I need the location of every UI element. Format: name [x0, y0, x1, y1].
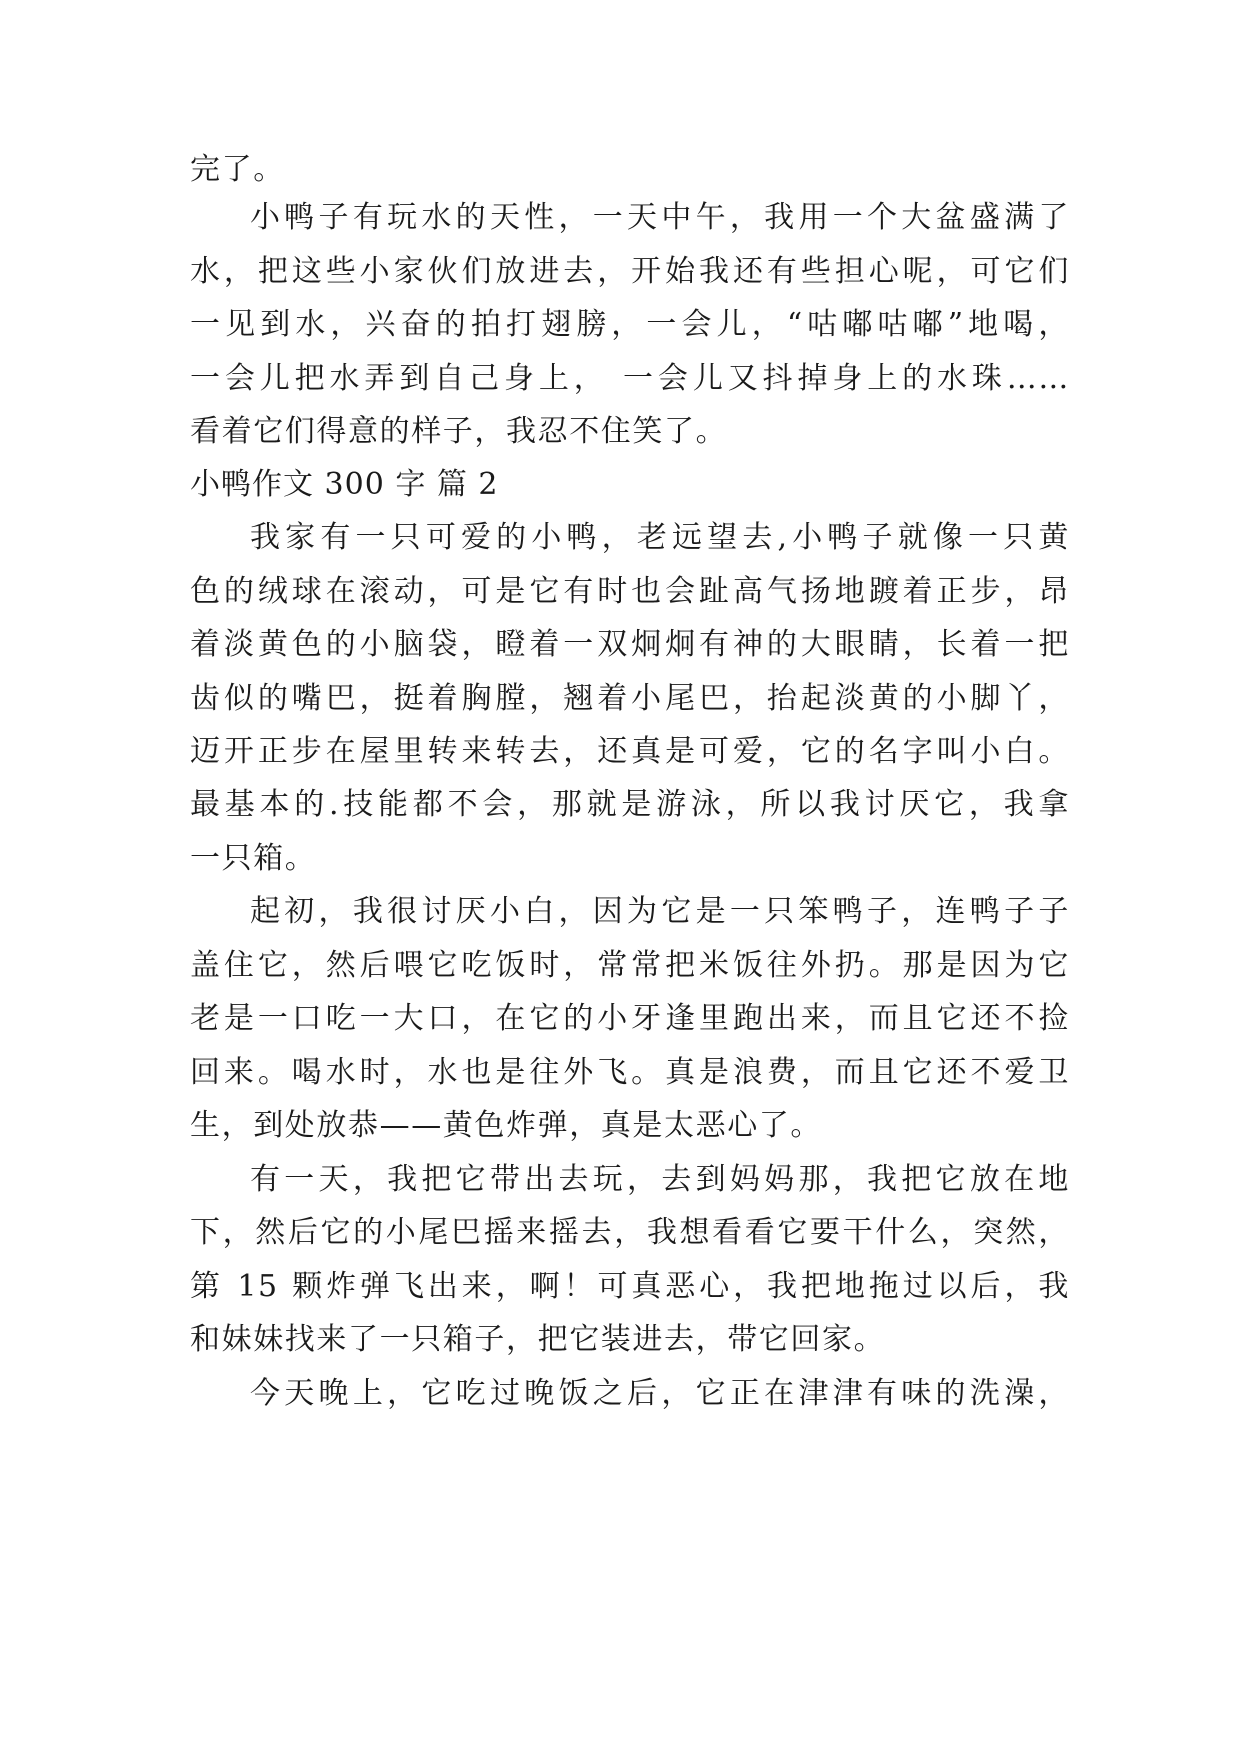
section-heading: 小鸭作文 300 字 篇 2 — [190, 467, 499, 502]
text-line: 第 15 颗炸弹飞出来，啊！可真恶心，我把地拖过以后，我 — [190, 1269, 1070, 1304]
text-line: 迈开正步在屋里转来转去，还真是可爱，它的名字叫小白。 — [190, 734, 1070, 769]
text-line: 小鸭子有玩水的天性，一天中午，我用一个大盆盛满了 — [250, 200, 1070, 235]
text-line: 齿似的嘴巴，挺着胸膛，翘着小尾巴，抬起淡黄的小脚丫， — [190, 681, 1070, 716]
text-line: 生，到处放恭——黄色炸弹，真是太恶心了。 — [190, 1108, 822, 1143]
text-line: 看着它们得意的样子，我忍不住笑了。 — [190, 414, 728, 449]
text-line: 一会儿把水弄到自己身上， 一会儿又抖掉身上的水珠…… — [190, 361, 1070, 396]
text-line: 起初，我很讨厌小白，因为它是一只笨鸭子，连鸭子子 — [250, 894, 1070, 929]
text-line: 盖住它，然后喂它吃饭时，常常把米饭往外扔。那是因为它 — [190, 948, 1070, 983]
text-line: 下，然后它的小尾巴摇来摇去，我想看看它要干什么，突然， — [190, 1215, 1070, 1250]
text-line: 一见到水，兴奋的拍打翅膀，一会儿，“咕嘟咕嘟”地喝， — [190, 307, 1070, 342]
text-line: 完了。 — [190, 152, 285, 187]
text-line: 我家有一只可爱的小鸭，老远望去,小鸭子就像一只黄 — [250, 520, 1070, 555]
text-line: 最基本的.技能都不会，那就是游泳，所以我讨厌它，我拿 — [190, 787, 1070, 822]
text-line: 一只箱。 — [190, 841, 317, 876]
text-line: 水，把这些小家伙们放进去，开始我还有些担心呢，可它们 — [190, 254, 1070, 289]
text-line: 老是一口吃一大口，在它的小牙逢里跑出来，而且它还不捡 — [190, 1001, 1070, 1036]
text-line: 色的绒球在滚动，可是它有时也会趾高气扬地踱着正步，昂 — [190, 574, 1070, 609]
text-line: 今天晚上，它吃过晚饭之后，它正在津津有味的洗澡， — [250, 1376, 1070, 1411]
text-line: 和妹妹找来了一只箱子，把它装进去，带它回家。 — [190, 1322, 886, 1357]
text-line: 有一天，我把它带出去玩，去到妈妈那，我把它放在地 — [250, 1162, 1070, 1197]
text-line: 回来。喝水时，水也是往外飞。真是浪费，而且它还不爱卫 — [190, 1055, 1070, 1090]
text-line: 着淡黄色的小脑袋，瞪着一双炯炯有神的大眼睛，长着一把 — [190, 627, 1070, 662]
